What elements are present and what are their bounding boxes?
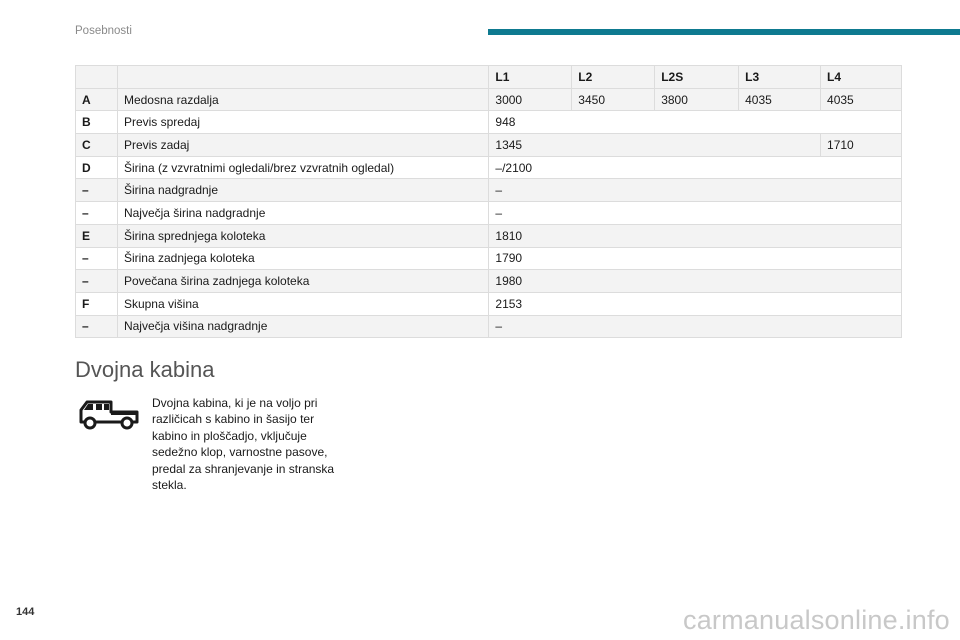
row-label: Povečana širina zadnjega koloteka — [117, 270, 488, 293]
table-row — [76, 179, 902, 202]
table-row — [76, 202, 902, 225]
row-code: B — [76, 111, 118, 134]
row-label: Medosna razdalja — [117, 88, 488, 111]
row-label: Skupna višina — [117, 292, 488, 315]
header-accent-bar — [488, 29, 960, 35]
table-row — [76, 247, 902, 270]
table-row — [76, 224, 902, 247]
row-value: 3000 — [489, 88, 572, 111]
row-value: – — [489, 315, 902, 338]
section-description: Dvojna kabina, ki je na voljo pri različicah s kabino in šasijo ter kabino in ploščadjo, vključuje sedežno klop, varnostne pasove, predal za shranjevanje in stranska stekla. — [152, 396, 335, 493]
column-header: L1 — [489, 66, 572, 89]
row-code: – — [76, 315, 118, 338]
header-cell-empty — [76, 66, 118, 89]
row-value: 2153 — [489, 292, 902, 315]
column-header: L3 — [739, 66, 821, 89]
row-value: 1710 — [821, 134, 902, 157]
column-header: L2 — [572, 66, 655, 89]
row-label: Največja višina nadgradnje — [117, 315, 488, 338]
section-title: Dvojna kabina — [75, 357, 215, 382]
row-code: D — [76, 156, 118, 179]
column-header: L2S — [655, 66, 739, 89]
row-code: C — [76, 134, 118, 157]
row-label: Širina (z vzvratnimi ogledali/brez vzvratnih ogledal) — [117, 156, 488, 179]
row-value: 1345 — [489, 134, 821, 157]
row-code: – — [76, 270, 118, 293]
table-row — [76, 134, 902, 157]
row-label: Širina zadnjega koloteka — [117, 247, 488, 270]
row-value: – — [489, 179, 902, 202]
row-code: – — [76, 247, 118, 270]
table-row — [76, 88, 902, 111]
row-code: – — [76, 179, 118, 202]
table-header-row — [76, 66, 902, 89]
column-header: L4 — [821, 66, 902, 89]
table-row — [76, 156, 902, 179]
row-value: –/2100 — [489, 156, 902, 179]
row-value: 1790 — [489, 247, 902, 270]
row-value: – — [489, 202, 902, 225]
header-cell-empty — [117, 66, 488, 89]
page-number: 144 — [16, 606, 35, 618]
table-row — [76, 292, 902, 315]
row-code: – — [76, 202, 118, 225]
row-value: 3450 — [572, 88, 655, 111]
row-value: 4035 — [821, 88, 902, 111]
dimensions-table — [75, 65, 902, 338]
row-code: E — [76, 224, 118, 247]
table-row — [76, 111, 902, 134]
row-value: 1980 — [489, 270, 902, 293]
watermark: carmanualsonline.info — [683, 605, 950, 635]
row-value: 3800 — [655, 88, 739, 111]
table-row — [76, 315, 902, 338]
row-code: F — [76, 292, 118, 315]
section-header: Posebnosti — [75, 25, 132, 37]
row-label: Previs zadaj — [117, 134, 488, 157]
row-label: Širina nadgradnje — [117, 179, 488, 202]
row-label: Največja širina nadgradnje — [117, 202, 488, 225]
double-cab-van-icon — [75, 396, 141, 430]
row-value: 1810 — [489, 224, 902, 247]
row-code: A — [76, 88, 118, 111]
row-value: 4035 — [739, 88, 821, 111]
row-value: 948 — [489, 111, 902, 134]
row-label: Previs spredaj — [117, 111, 488, 134]
row-label: Širina sprednjega koloteka — [117, 224, 488, 247]
table-row — [76, 270, 902, 293]
